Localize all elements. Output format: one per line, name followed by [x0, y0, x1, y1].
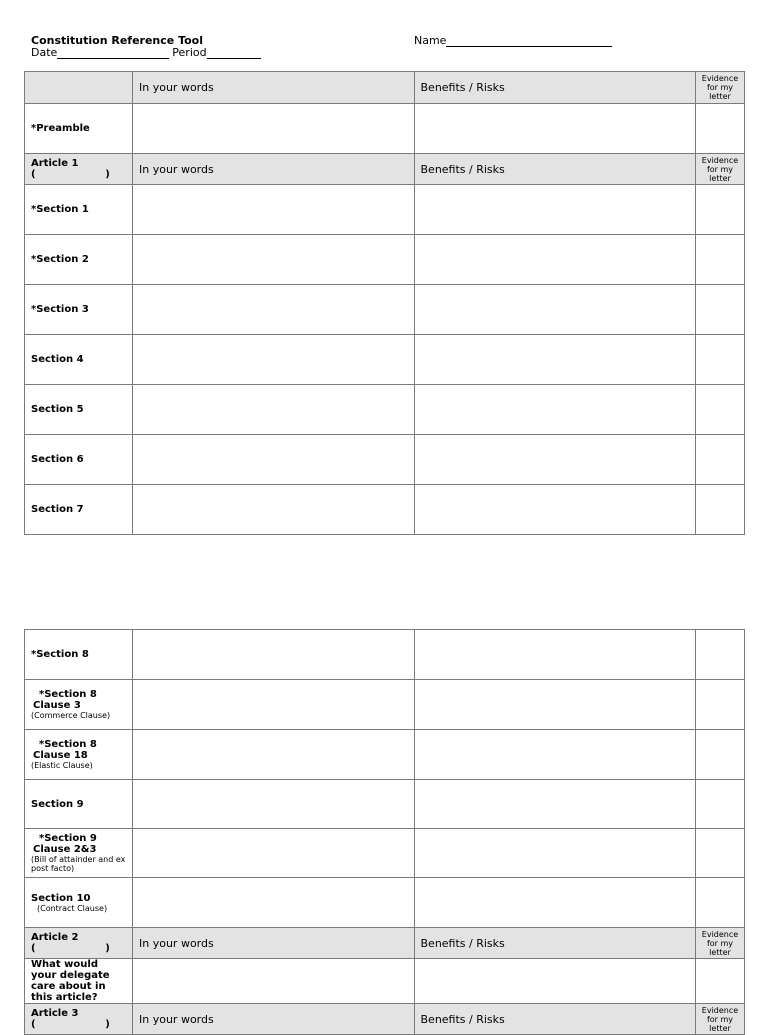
benefits-cell[interactable]	[414, 235, 696, 285]
col-header-evidence: Evidence for my letter	[696, 154, 745, 185]
section-note: (Contract Clause)	[37, 903, 108, 913]
name-field[interactable]	[446, 36, 612, 47]
words-cell[interactable]	[133, 485, 415, 535]
table-row	[25, 959, 745, 1004]
section-title: Section 10	[31, 892, 91, 904]
clause-title: *Section 8	[39, 739, 97, 750]
words-cell[interactable]	[133, 630, 415, 680]
col-header-words: In your words	[133, 154, 415, 185]
row-label-section-1: *Section 1	[25, 185, 133, 235]
row-label-section-7: Section 7	[25, 485, 133, 535]
table-row	[25, 630, 745, 680]
row-label-section-8-clause-18	[25, 730, 133, 780]
evidence-cell[interactable]	[696, 335, 745, 385]
benefits-cell[interactable]	[414, 780, 696, 829]
table-row	[25, 730, 745, 780]
article-3-blank[interactable]: ( )	[31, 1019, 110, 1030]
name-line	[414, 35, 612, 47]
header-blank-cell	[25, 72, 133, 104]
evidence-cell[interactable]	[696, 185, 745, 235]
evidence-cell[interactable]	[696, 780, 745, 829]
col-header-benefits: Benefits / Risks	[414, 928, 696, 959]
clause-note: (Elastic Clause)	[31, 761, 93, 770]
benefits-cell[interactable]	[414, 878, 696, 928]
table-row	[25, 235, 745, 285]
words-cell[interactable]	[133, 335, 415, 385]
evidence-cell[interactable]	[696, 435, 745, 485]
words-cell[interactable]	[133, 780, 415, 829]
period-field[interactable]	[207, 48, 261, 59]
table-row	[25, 435, 745, 485]
article-1-header-row	[25, 154, 745, 185]
article-1-blank[interactable]: ( )	[31, 169, 110, 180]
evidence-cell[interactable]	[696, 878, 745, 928]
article-3-title: Article 3	[31, 1008, 79, 1019]
row-label-section-9: Section 9	[25, 780, 133, 829]
name-label: Name	[414, 34, 447, 47]
clause-title: *Section 8	[39, 689, 97, 700]
date-period-line	[31, 47, 261, 59]
col-header-evidence: Evidence for my letter	[696, 928, 745, 959]
col-header-benefits: Benefits / Risks	[414, 1004, 696, 1035]
words-cell[interactable]	[133, 959, 415, 1004]
row-label-section-5: Section 5	[25, 385, 133, 435]
date-label: Date	[31, 46, 58, 59]
evidence-cell[interactable]	[696, 104, 745, 154]
evidence-cell[interactable]	[696, 959, 745, 1004]
words-cell[interactable]	[133, 235, 415, 285]
row-label-section-6: Section 6	[25, 435, 133, 485]
benefits-cell[interactable]	[414, 185, 696, 235]
clause-number: Clause 2&3	[33, 844, 97, 855]
row-label-preamble: *Preamble	[25, 104, 133, 154]
table-row	[25, 335, 745, 385]
col-header-benefits: Benefits / Risks	[414, 154, 696, 185]
table-row	[25, 780, 745, 829]
words-cell[interactable]	[133, 285, 415, 335]
clause-number: Clause 18	[33, 750, 88, 761]
benefits-cell[interactable]	[414, 485, 696, 535]
column-header-row	[25, 72, 745, 104]
table-row	[25, 104, 745, 154]
evidence-cell[interactable]	[696, 235, 745, 285]
table-row	[25, 385, 745, 435]
benefits-cell[interactable]	[414, 285, 696, 335]
benefits-cell[interactable]	[414, 730, 696, 780]
clause-number: Clause 3	[33, 700, 81, 711]
row-label-section-10	[25, 878, 133, 928]
col-header-evidence: Evidence for my letter	[696, 1004, 745, 1035]
table-row	[25, 680, 745, 730]
table-row	[25, 829, 745, 878]
table-row	[25, 185, 745, 235]
words-cell[interactable]	[133, 185, 415, 235]
row-label-section-4: Section 4	[25, 335, 133, 385]
article-1-title: Article 1	[31, 158, 79, 169]
evidence-cell[interactable]	[696, 285, 745, 335]
article-2-title: Article 2	[31, 932, 79, 943]
words-cell[interactable]	[133, 385, 415, 435]
article-3-header-row	[25, 1004, 745, 1035]
clause-note: (Commerce Clause)	[31, 711, 111, 720]
reference-table-2	[24, 629, 745, 1035]
article-2-blank[interactable]: ( )	[31, 943, 110, 954]
words-cell[interactable]	[133, 829, 415, 878]
row-label-section-2: *Section 2	[25, 235, 133, 285]
article-2-header-row	[25, 928, 745, 959]
benefits-cell[interactable]	[414, 630, 696, 680]
table-row	[25, 285, 745, 335]
col-header-words: In your words	[133, 72, 415, 104]
words-cell[interactable]	[133, 730, 415, 780]
benefits-cell[interactable]	[414, 104, 696, 154]
col-header-benefits: Benefits / Risks	[414, 72, 696, 104]
benefits-cell[interactable]	[414, 959, 696, 1004]
article-2-label	[25, 928, 133, 959]
words-cell[interactable]	[133, 878, 415, 928]
benefits-cell[interactable]	[414, 829, 696, 878]
worksheet-title: Constitution Reference Tool	[31, 34, 204, 47]
evidence-cell[interactable]	[696, 829, 745, 878]
article-3-label	[25, 1004, 133, 1035]
evidence-cell[interactable]	[696, 485, 745, 535]
benefits-cell[interactable]	[414, 680, 696, 730]
evidence-cell[interactable]	[696, 385, 745, 435]
words-cell[interactable]	[133, 435, 415, 485]
col-header-evidence: Evidence for my letter	[696, 72, 745, 104]
evidence-cell[interactable]	[696, 680, 745, 730]
table-row	[25, 878, 745, 928]
benefits-cell[interactable]	[414, 435, 696, 485]
evidence-cell[interactable]	[696, 730, 745, 780]
benefits-cell[interactable]	[414, 335, 696, 385]
clause-note: (Bill of attainder and ex post facto)	[31, 855, 126, 873]
table-row	[25, 485, 745, 535]
benefits-cell[interactable]	[414, 385, 696, 435]
date-field[interactable]	[57, 48, 169, 59]
row-label-section-8-clause-3	[25, 680, 133, 730]
col-header-words: In your words	[133, 928, 415, 959]
col-header-words: In your words	[133, 1004, 415, 1035]
row-label-delegate-question: What would your delegate care about in this article?	[25, 959, 133, 1004]
row-label-section-9-clause-2-3	[25, 829, 133, 878]
row-label-section-3: *Section 3	[25, 285, 133, 335]
clause-title: *Section 9	[39, 833, 97, 844]
reference-table-1	[24, 71, 745, 535]
worksheet-header	[31, 35, 261, 59]
row-label-section-8: *Section 8	[25, 630, 133, 680]
period-label: Period	[172, 46, 207, 59]
words-cell[interactable]	[133, 680, 415, 730]
article-1-label	[25, 154, 133, 185]
evidence-cell[interactable]	[696, 630, 745, 680]
words-cell[interactable]	[133, 104, 415, 154]
